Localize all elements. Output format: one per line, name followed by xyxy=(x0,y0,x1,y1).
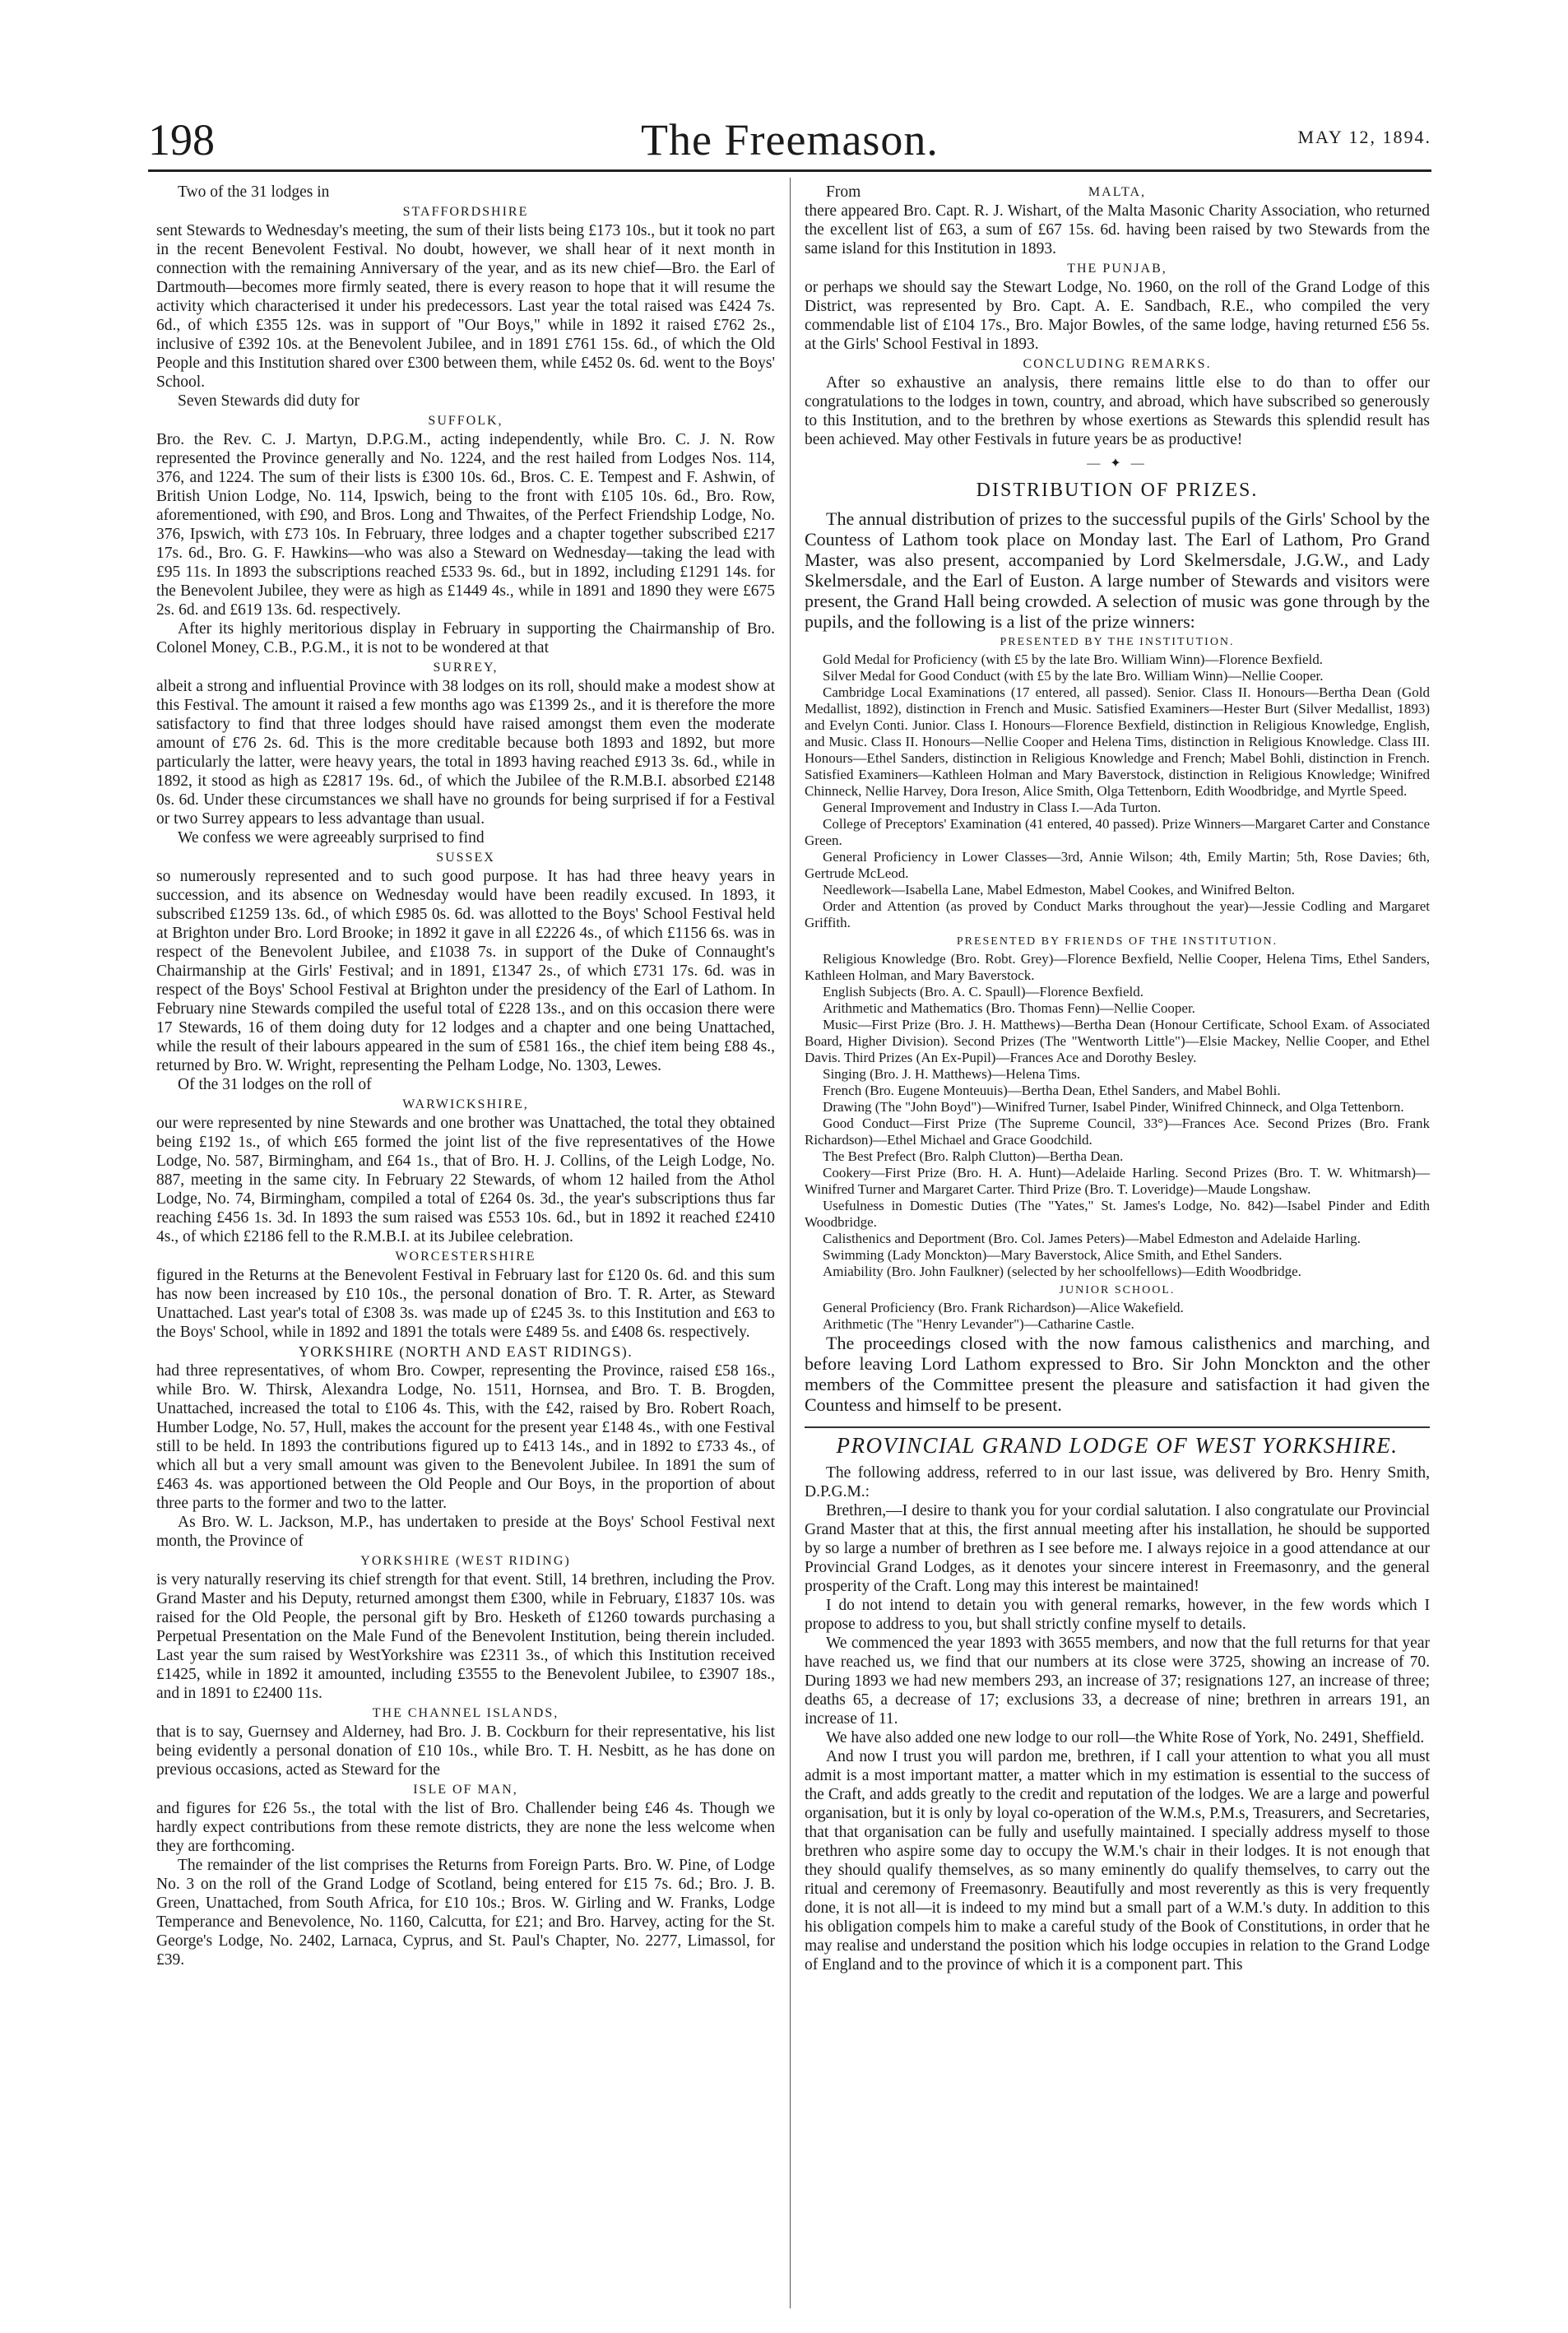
prize-item: Order and Attention (as proved by Conduct Marks throughout the year)—Jessie Codling and Margaret Griffith. xyxy=(805,898,1430,930)
heading-provincial: PROVINCIAL GRAND LODGE OF WEST YORKSHIRE. xyxy=(836,1433,1399,1458)
subhead-concluding: CONCLUDING REMARKS. xyxy=(1023,357,1212,371)
subhead-junior-school: JUNIOR SCHOOL. xyxy=(1059,1284,1176,1296)
paper-title: The Freemason. xyxy=(641,115,939,165)
prize-item: Needlework—Isabella Lane, Mabel Edmeston, Mabel Cookes, and Winifred Belton. xyxy=(823,882,1296,897)
para-punjab: or perhaps we should say the Stewart Lodge, No. 1960, on the roll of the Grand Lodge of this District, was represented by Bro. Capt. A. E. Sandbach, R.E., who compiled the very commendable list of £104 17s., Bro. Major Bowles, of the same lodge, having returned £56 5s. at the Girls' School Festival in 1893. xyxy=(805,279,1430,353)
prize-item: Silver Medal for Good Conduct (with £5 by the late Bro. William Winn)—Nellie Cooper. xyxy=(823,668,1324,684)
prize-item: Religious Knowledge (Bro. Robt. Grey)—Florence Bexfield, Nellie Cooper, Helena Tims, Ethel Sanders, Kathleen Holman, and Mary Baverstock. xyxy=(805,951,1430,983)
para-yorkshire-w: is very naturally reserving its chief strength for that event. Still, 14 brethren, including the Prov. Grand Master and his Deputy, returned amongst them £300, while in February, £1837 10s. was raised for the Old People, the personal gift by Bro. Hesketh of £1260 towards purchasing a Perpetual Presentation on the Male Fund of the Benevolent Institution, being therein included. Last year the sum raised by WestYorkshire was £2311 3s., of which this Institution received £1425, while in 1892 it amounted, including £3555 to the Benevolent Jubilee, to £3907 18s., and in 1891 to £2400 11s. xyxy=(156,1571,775,1702)
section-divider: — ✦ — xyxy=(1087,457,1148,471)
para-concluding: After so exhaustive an analysis, there remains little else to do than to offer our congratulations to the lodges in town, country, and abroad, which have subscribed so generously to this Institution, and to the brethren by whose exertions as Stewards this splendid result has been achieved. May other Festivals in future years be as productive! xyxy=(805,374,1430,448)
right-column xyxy=(805,183,1430,1974)
para-provincial: And now I trust you will pardon me, brethren, if I call your attention to what you all must admit is a most important matter, a matter which in my estimation is essential to the success of the Craft, and adds greatly to the credit and reputation of the lodges. We are a large and powerful organisation, but it is only by loyal co-operation of the W.M.s, P.M.s, Treasurers, and Secretaries, that that organisation can be fully and usefully maintained. I specially address myself to those brethren who aspire some day to occupy the W.M.'s chair in their lodges. It is not enough that they should qualify themselves, as so many eminently do qualify themselves, to carry out the ritual and ceremony of Freemasonry. Beautifully and most reverently as this is very frequently done, it is not all—it is indeed to my mind but a small part of a W.M.'s duty. In addition to this his obligation compels him to make a careful study of the Book of Constitutions, in order that he may realise and understand the position which his lodge occupies in relation to the Grand Lodge of England and to the province of which it is a component part. This xyxy=(805,1748,1430,1974)
para-provincial: Brethren,—I desire to thank you for your cordial salutation. I also congratulate our Provincial Grand Master that at this, the first annual meeting after his installation, he should be supported by so large a number of brethren as I see before me. I always rejoice in a good attendance at our Provincial Grand Lodges, as it denotes your sincere interest in Freemasonry, and the general prosperity of the Craft. Long may this interest be maintained! xyxy=(805,1502,1430,1595)
para-sussex: so numerously represented and to such good purpose. It has had three heavy years in succession, and its absence on Wednesday would have been readily excused. In 1893, it subscribed £1259 13s. 6d., of which £985 0s. 6d. was allotted to the Boys' School Festival held at Brighton under Bro. Lord Brooke; in 1892 it gave in all £2226 4s., of which £1156 6s. was in respect of the Benevolent Jubilee, and £1038 7s. in support of the Duke of Connaught's Chairmanship at the Girls' Festival; and in 1891, £1347 2s., of which £731 17s. 6d. was in respect of the Boys' School Festival at Brighton under the presidency of the Earl of Lathom. In February nine Stewards compiled the useful total of £228 13s., and on this occasion there were 17 Stewards, 16 of them doing duty for 12 lodges and a chapter and one being Unattached, while the result of their labours appeared in the sum of £581 16s., the chief item being £88 4s., returned by Bro. W. Wright, representing the Pelham Lodge, No. 1303, Lewes. xyxy=(156,868,775,1074)
prize-item: Good Conduct—First Prize (The Supreme Council, 33°)—Frances Ace. Second Prizes (Bro. Frank Richardson)—Ethel Michael and Grace Goodchild. xyxy=(805,1115,1430,1148)
column-divider xyxy=(790,178,791,2308)
subhead-worcestershire: WORCESTERSHIRE xyxy=(395,1250,536,1264)
prize-item: English Subjects (Bro. A. C. Spaull)—Florence Bexfield. xyxy=(823,984,1144,1000)
prize-item: Cookery—First Prize (Bro. H. A. Hunt)—Adelaide Harling. Second Prizes (Bro. T. W. Whitmarsh)—Winifred Turner and Margaret Carter. Third Prize (Bro. T. Loveridge)—Maude Longshaw. xyxy=(805,1165,1430,1197)
prize-item: Drawing (The "John Boyd")—Winifred Turner, Isabel Pinder, Winifred Chinneck, and Olga Tettenborn. xyxy=(823,1099,1404,1115)
para-provincial: We have also added one new lodge to our roll—the White Rose of York, No. 2491, Sheffield. xyxy=(826,1729,1425,1746)
lead-suffolk: Seven Stewards did duty for xyxy=(178,392,360,410)
prize-item: Cambridge Local Examinations (17 entered, all passed). Senior. Class II. Honours—Bertha Dean (Gold Medallist, 1892), distinction in French and Music. Satisfied Examiners—Hester Burt (Silver Medallist, 1893) and Evelyn Conti. Junior. Class I. Honours—Florence Bexfield, distinction in Religious Knowledge, English, and Music. Class II. Honours—Nellie Cooper and Helena Tims, distinction in Religious Knowledge. Class III. Honours—Ethel Sanders, distinction in Religious Knowledge and French; Mabel Bohli, distinction in French. Satisfied Examiners—Kathleen Holman and Mary Baverstock, distinction in Religious Knowledge; Winifred Chinneck, Nellie Harvey, Dora Ireson, Alice Smith, Olga Tettenborn, Edith Woodbridge, and Myrtle Speed. xyxy=(805,684,1430,799)
para-yorkshire-ne: had three representatives, of whom Bro. Cowper, representing the Province, raised £58 16s., while Bro. W. Thirsk, Alexandra Lodge, No. 1511, Hornsea, and Bro. T. B. Brogden, Unattached, increased the total to £106 4s. This, with the £42, raised by Bro. Robert Roach, Humber Lodge, No. 57, Hull, makes the account for the present year £148 4s., with one Festival still to be held. In 1893 the contributions figured up to £413 14s., and in 1892 to £733 4s., of which all but a very small amount was given to the Benevolent Jubilee. In 1891 the sum of £463 4s. was apportioned between the Old People and Our Boys, in the proportion of about three parts to the former and two to the latter. xyxy=(156,1362,775,1512)
prize-item: The Best Prefect (Bro. Ralph Clutton)—Bertha Dean. xyxy=(823,1148,1124,1164)
masthead-rule xyxy=(148,169,1431,172)
follow-suffolk: After its highly meritorious display in February in supporting the Chairmanship of Bro. Colonel Money, C.B., P.G.M., it is not to be wondered at that xyxy=(156,620,775,656)
prize-item: French (Bro. Eugene Monteuuis)—Bertha Dean, Ethel Sanders, and Mabel Bohli. xyxy=(823,1083,1281,1098)
subhead-malta: MALTA, xyxy=(1088,185,1147,199)
para-prizes-intro: The annual distribution of prizes to the successful pupils of the Girls' School by the Countess of Lathom took place on Monday last. The Earl of Lathom, Pro Grand Master, was also present, accompanied by Lord Skelmersdale, J.G.W., and Lady Skelmersdale, and the Earl of Euston. A large number of Stewards and visitors were present, the Grand Hall being crowded. A selection of music was gone through by the pupils, and the following is a list of the prize winners: xyxy=(805,508,1430,632)
prize-item: Music—First Prize (Bro. J. H. Matthews)—Bertha Dean (Honour Certificate, School Exam. of Associated Board, Higher Division). Second Prizes (The "Wentworth Little")—Elsie Mackey, Nellie Cooper, and Ethel Davis. Third Prizes (An Ex-Pupil)—Frances Ace and Dorothy Besley. xyxy=(805,1017,1430,1065)
para-provincial: I do not intend to detain you with general remarks, however, in the few words which I propose to address to you, but shall strictly confine myself to details. xyxy=(805,1597,1430,1633)
prize-item: General Improvement and Industry in Class I.—Ada Turton. xyxy=(823,800,1162,815)
prize-item: College of Preceptors' Examination (41 entered, 40 passed). Prize Winners—Margaret Carter and Constance Green. xyxy=(805,816,1430,848)
heading-prizes: DISTRIBUTION OF PRIZES. xyxy=(976,480,1259,501)
para-worcestershire: figured in the Returns at the Benevolent Festival in February last for £120 0s. 6d. and this sum has now been increased by £10 10s., the personal donation of Bro. T. R. Arter, as Steward Unattached. Last year's total of £308 3s. was made up of £245 3s. to this Institution and £63 to the Boys' School, while in 1892 and 1891 the totals were £489 5s. and £408 6s. respectively. xyxy=(156,1267,775,1341)
follow-isle-of-man: The remainder of the list comprises the Returns from Foreign Parts. Bro. W. Pine, of Lodge No. 3 on the roll of the Grand Lodge of Scotland, being entered for £15 7s. 6d.; Bro. J. B. Green, Unattached, from South Africa, for £10 10s.; Bros. W. Girling and W. Franks, Lodge Temperance and Benevolence, No. 1160, Calcutta, for £21; and Bro. Harvey, acting for the St. George's Lodge, No. 2402, Larnaca, Cyprus, and St. Paul's Chapter, No. 2277, Limassol, for £39. xyxy=(156,1857,775,1969)
prize-list xyxy=(805,633,1430,1333)
subhead-staffordshire: STAFFORDSHIRE xyxy=(402,205,529,219)
section-rule xyxy=(805,1426,1430,1428)
prize-item: General Proficiency in Lower Classes—3rd, Annie Wilson; 4th, Emily Martin; 5th, Rose Davies; 6th, Gertrude McLeod. xyxy=(805,849,1430,881)
issue-date: MAY 12, 1894. xyxy=(1297,127,1431,147)
para-isle-of-man: and figures for £26 5s., the total with the list of Bro. Challender being £46 4s. Though we hardly expect contributions from these remote districts, they are none the less welcome when they are forthcoming. xyxy=(156,1800,775,1855)
subhead-channel-islands: THE CHANNEL ISLANDS, xyxy=(372,1706,559,1720)
prize-item: General Proficiency (Bro. Frank Richardson)—Alice Wakefield. xyxy=(823,1300,1184,1315)
para-prizes-closing: The proceedings closed with the now famous calisthenics and marching, and before leaving Lord Lathom expressed to Bro. Sir John Monckton and the other members of the Committee present the pleasure and satisfaction it had given the Countess and himself to be present. xyxy=(805,1333,1430,1415)
follow-yorkshire-ne: As Bro. W. L. Jackson, M.P., has undertaken to preside at the Boys' School Festival next month, the Province of xyxy=(156,1514,775,1550)
para-provincial: We commenced the year 1893 with 3655 members, and now that the full returns for that year have reached us, we find that our numbers at its close were 3725, showing an increase of 70. During 1893 we had new members 293, an increase of 37; resignations 127, an increase of three; deaths 65, a decrease of 17; exclusions 33, a decrease of nine; brethren in arrears 191, an increase of 11. xyxy=(805,1635,1430,1728)
subhead-yorkshire-ne: YORKSHIRE (NORTH AND EAST RIDINGS). xyxy=(298,1343,633,1360)
subhead-warwickshire: WARWICKSHIRE, xyxy=(402,1097,529,1111)
prize-item: Gold Medal for Proficiency (with £5 by the late Bro. William Winn)—Florence Bexfield. xyxy=(823,652,1323,667)
para-provincial-intro: The following address, referred to in our last issue, was delivered by Bro. Henry Smith, D.P.G.M.: xyxy=(805,1464,1430,1500)
subhead-sussex: SUSSEX xyxy=(436,851,495,865)
para-staffordshire: sent Stewards to Wednesday's meeting, the sum of their lists being £173 10s., but it took no part in the recent Benevolent Festival. No doubt, however, we shall hear of it next month in connection with the remaining Anniversary of the year, and as its new chief—Bro. the Earl of Dartmouth—becomes more firmly seated, there is every reason to hope that it will resume the activity which characterised it under his predecessors. Last year the total raised was £424 7s. 6d., of which £355 12s. was in support of "Our Boys," while in 1892 it raised £762 2s., inclusive of £392 10s. at the Benevolent Jubilee, and in 1891 £761 15s. 6d., of which the Old People and this Institution shared over £300 between them, while £452 0s. 6d. went to the Boys' School. xyxy=(156,222,775,391)
prize-item: Singing (Bro. J. H. Matthews)—Helena Tims. xyxy=(823,1066,1081,1082)
prize-item: Amiability (Bro. John Faulkner) (selected by her schoolfellows)—Edith Woodbridge. xyxy=(823,1264,1301,1279)
para-surrey: albeit a strong and influential Province with 38 lodges on its roll, should make a modest show at this Festival. The amount it raised a few months ago was £1399 2s., and it is therefore the more satisfactory to find that three lodges should have raised amongst them even the moderate amount of £76 2s. 6d. This is the more creditable because both 1893 and 1892, but more particularly the latter, were heavy years, the total in 1893 having reached £913 3s. 6d., while in 1892, it stood as high as £2817 19s. 6d., of which the Jubilee of the R.M.B.I. absorbed £2148 0s. 6d. Under these circumstances we shall have no grounds for being surprised if for a Festival or two Surrey appears to less advantage than usual. xyxy=(156,678,775,828)
masthead xyxy=(148,115,1431,165)
prize-item: Usefulness in Domestic Duties (The "Yates," St. James's Lodge, No. 842)—Isabel Pinder and Edith Woodbridge. xyxy=(805,1198,1430,1230)
para-malta: there appeared Bro. Capt. R. J. Wishart, of the Malta Masonic Charity Association, who returned the excellent list of £63, a sum of £67 15s. 6d. having been raised by two Stewards from the same island for this Institution in 1893. xyxy=(805,202,1430,257)
page-number: 198 xyxy=(148,115,215,165)
prize-item: Calisthenics and Deportment (Bro. Col. James Peters)—Mabel Edmeston and Adelaide Harling. xyxy=(823,1231,1361,1246)
intro-line: Two of the 31 lodges in xyxy=(178,183,330,201)
malta-lead-line xyxy=(805,183,1430,202)
prize-item: Swimming (Lady Monckton)—Mary Baverstock, Alice Smith, and Ethel Sanders. xyxy=(823,1247,1283,1263)
prize-item: Arithmetic (The "Henry Levander")—Catharine Castle. xyxy=(823,1316,1134,1332)
para-channel-islands: that is to say, Guernsey and Alderney, had Bro. J. B. Cockburn for their representative, his list being evidently a personal donation of £10 10s., while Bro. T. H. Nesbitt, as he has done on previous occasions, acted as Steward for the xyxy=(156,1723,775,1779)
follow-sussex: Of the 31 lodges on the roll of xyxy=(178,1076,372,1093)
para-suffolk: Bro. the Rev. C. J. Martyn, D.P.G.M., acting independently, while Bro. C. J. N. Row represented the Province generally and No. 1224, and the rest hailed from Lodges Nos. 114, 376, and 1224. The sum of their lists is £300 10s. 6d., Bros. C. E. Tempest and F. Ashwin, of British Union Lodge, No. 114, Ipswich, being to the front with £105 10s. 6d., Bro. Row, aforementioned, with £90, and Bros. Long and Thwaites, of the Perfect Friendship Lodge, No. 376, Ipswich, with £73 10s. In February, three lodges and a chapter together subscribed £217 17s. 6d., Bro. G. F. Hawkins—who was also a Steward on Wednesday—taking the lead with £95 11s. In 1893 the subscriptions reached £533 9s. 6d., but in 1892, including £1291 14s. for the Benevolent Jubilee, they were as high as £1449 4s., while in 1891 and 1890 they were £675 2s. 6d. and £619 13s. 6d. respectively. xyxy=(156,431,775,619)
subhead-surrey: SURREY, xyxy=(433,661,499,675)
subhead-presented-institution: PRESENTED BY THE INSTITUTION. xyxy=(1000,636,1235,648)
prize-item: Arithmetic and Mathematics (Bro. Thomas Fenn)—Nellie Cooper. xyxy=(823,1000,1195,1016)
subhead-presented-friends: PRESENTED BY FRIENDS OF THE INSTITUTION. xyxy=(956,935,1278,948)
subhead-punjab: THE PUNJAB, xyxy=(1067,262,1167,276)
para-warwickshire: our were represented by nine Stewards and one brother was Unattached, the total they obtained being £192 1s., of which £65 formed the joint list of the five representatives of the Howe Lodge, No. 587, Birmingham, and £64 1s., that of Bro. H. J. Collins, of the Leigh Lodge, No. 887, meeting in the same city. In February 22 Stewards, of whom 12 hailed from the Athol Lodge, No. 74, Birmingham, compiled a total of £264 0s. 3d., the year's subscriptions thus far reaching £456 1s. 3d. In 1893 the sum raised was £553 10s. 6d., but in 1892 it reached £2410 4s., of which £2186 fell to the R.M.B.I. at its Jubilee celebration. xyxy=(156,1115,775,1245)
left-column xyxy=(156,183,775,1969)
follow-surrey: We confess we were agreeably surprised to find xyxy=(178,829,485,846)
lead-malta: From xyxy=(826,183,861,201)
subhead-isle-of-man: ISLE OF MAN, xyxy=(413,1783,518,1797)
subhead-suffolk: SUFFOLK, xyxy=(428,414,503,428)
subhead-yorkshire-w: YORKSHIRE (WEST RIDING) xyxy=(360,1554,571,1568)
